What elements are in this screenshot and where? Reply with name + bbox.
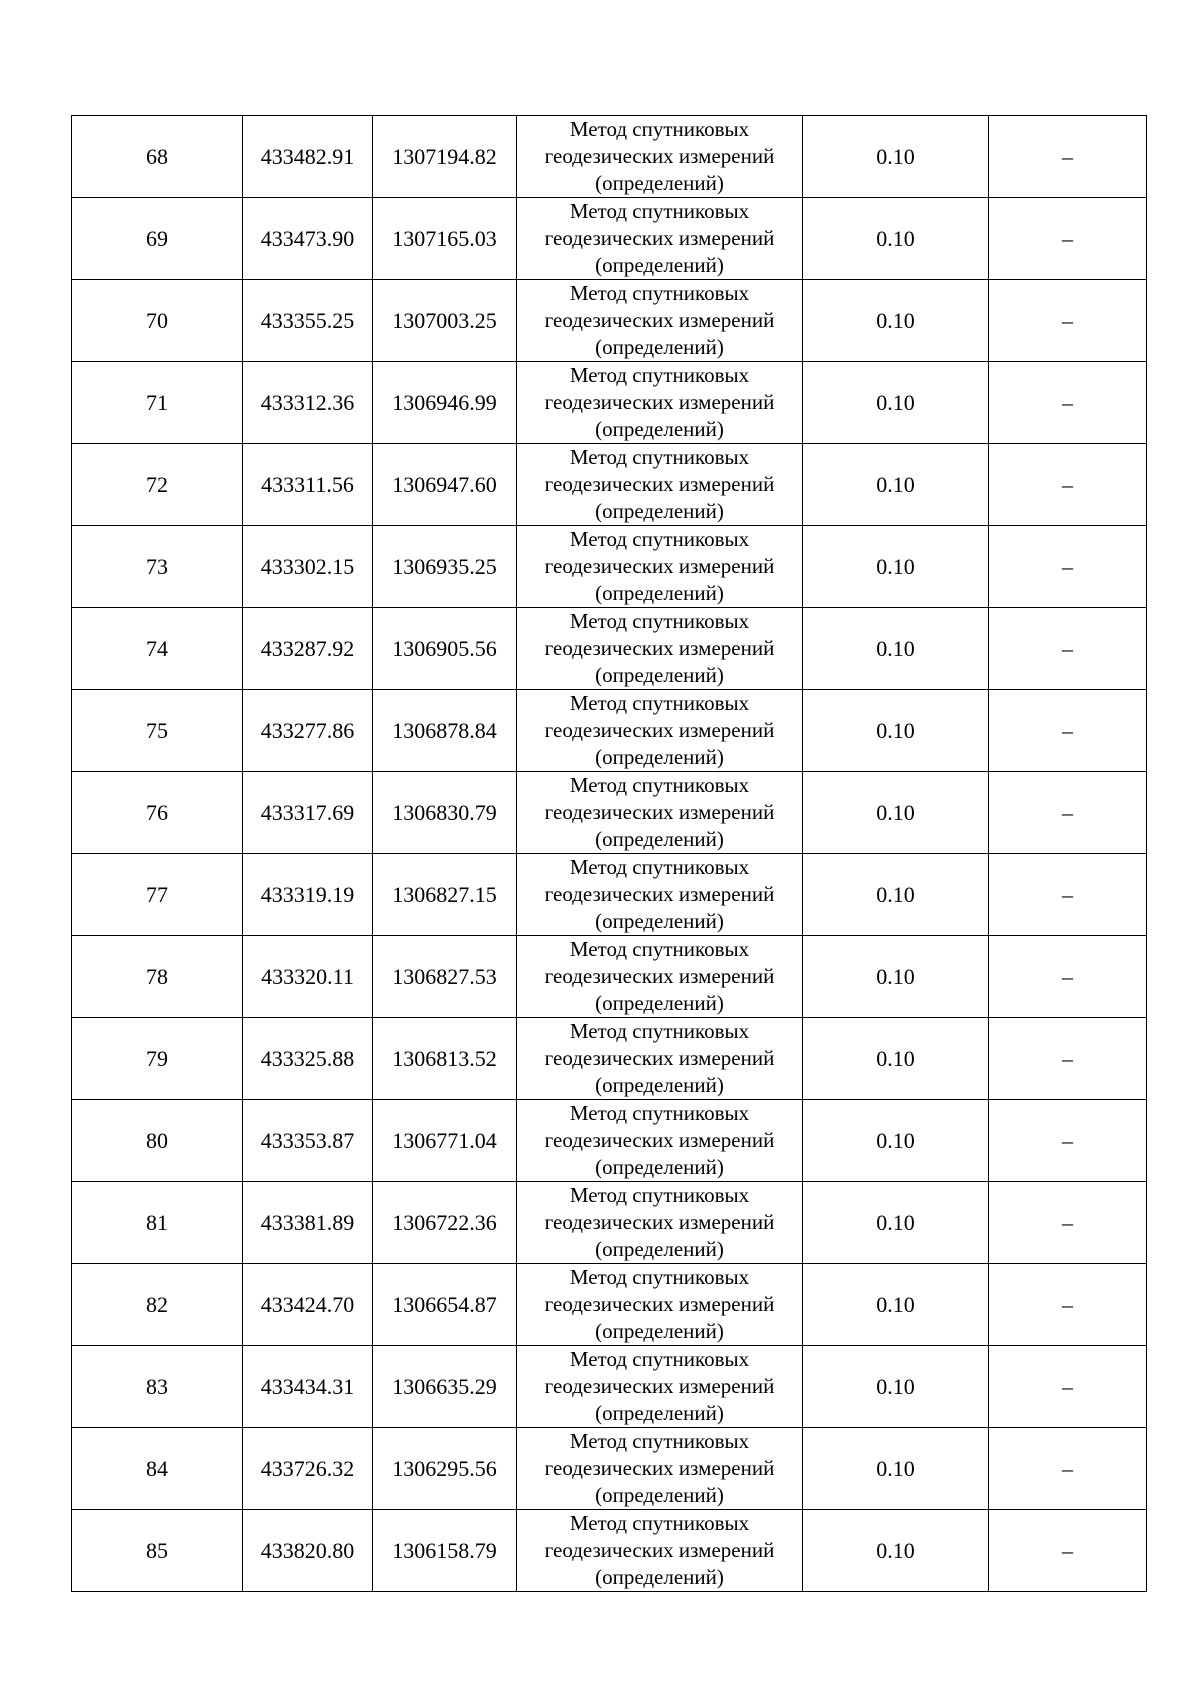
method-line: (определений) xyxy=(595,171,724,195)
accuracy-cell: 0.10 xyxy=(803,280,989,362)
accuracy-cell: 0.10 xyxy=(803,1182,989,1264)
method-cell xyxy=(517,936,803,1018)
method-line: (определений) xyxy=(595,253,724,277)
point-number-cell: 80 xyxy=(72,1100,243,1182)
method-line: Метод спутниковых xyxy=(569,117,750,141)
method-cell xyxy=(517,362,803,444)
method-line: Метод спутниковых xyxy=(569,1183,750,1207)
method-line: Метод спутниковых xyxy=(569,773,750,797)
accuracy-cell: 0.10 xyxy=(803,1018,989,1100)
table-row xyxy=(72,1346,1147,1428)
point-number-cell: 84 xyxy=(72,1428,243,1510)
note-cell: – xyxy=(989,1428,1147,1510)
table-row xyxy=(72,772,1147,854)
accuracy-cell: 0.10 xyxy=(803,854,989,936)
method-line: Метод спутниковых xyxy=(569,691,750,715)
method-line: (определений) xyxy=(595,745,724,769)
accuracy-cell: 0.10 xyxy=(803,1428,989,1510)
y-coordinate-cell: 1306827.15 xyxy=(373,854,517,936)
method-cell xyxy=(517,198,803,280)
y-coordinate-cell: 1307194.82 xyxy=(373,116,517,198)
point-number-cell: 74 xyxy=(72,608,243,690)
note-cell: – xyxy=(989,526,1147,608)
point-number-cell: 72 xyxy=(72,444,243,526)
method-line: (определений) xyxy=(595,1237,724,1261)
note-cell: – xyxy=(989,936,1147,1018)
y-coordinate-cell: 1306935.25 xyxy=(373,526,517,608)
method-line: геодезических измерений xyxy=(544,390,775,414)
method-cell xyxy=(517,1018,803,1100)
method-line: геодезических измерений xyxy=(544,1292,775,1316)
table-row xyxy=(72,362,1147,444)
method-line: геодезических измерений xyxy=(544,1046,775,1070)
note-cell: – xyxy=(989,772,1147,854)
table-row xyxy=(72,690,1147,772)
method-line: геодезических измерений xyxy=(544,1210,775,1234)
method-line: (определений) xyxy=(595,1401,724,1425)
method-line: Метод спутниковых xyxy=(569,199,750,223)
y-coordinate-cell: 1306905.56 xyxy=(373,608,517,690)
accuracy-cell: 0.10 xyxy=(803,1100,989,1182)
note-cell: – xyxy=(989,854,1147,936)
method-cell xyxy=(517,280,803,362)
method-line: геодезических измерений xyxy=(544,1538,775,1562)
x-coordinate-cell: 433319.19 xyxy=(243,854,373,936)
method-line: геодезических измерений xyxy=(544,800,775,824)
note-cell: – xyxy=(989,1018,1147,1100)
x-coordinate-cell: 433473.90 xyxy=(243,198,373,280)
x-coordinate-cell: 433434.31 xyxy=(243,1346,373,1428)
method-line: Метод спутниковых xyxy=(569,363,750,387)
note-cell: – xyxy=(989,690,1147,772)
point-number-cell: 70 xyxy=(72,280,243,362)
accuracy-cell: 0.10 xyxy=(803,198,989,280)
y-coordinate-cell: 1306722.36 xyxy=(373,1182,517,1264)
method-cell xyxy=(517,1428,803,1510)
method-line: геодезических измерений xyxy=(544,1128,775,1152)
method-cell xyxy=(517,1100,803,1182)
method-cell xyxy=(517,526,803,608)
table-row xyxy=(72,280,1147,362)
x-coordinate-cell: 433317.69 xyxy=(243,772,373,854)
method-line: (определений) xyxy=(595,499,724,523)
method-line: геодезических измерений xyxy=(544,718,775,742)
x-coordinate-cell: 433482.91 xyxy=(243,116,373,198)
point-number-cell: 81 xyxy=(72,1182,243,1264)
method-line: Метод спутниковых xyxy=(569,609,750,633)
accuracy-cell: 0.10 xyxy=(803,526,989,608)
method-cell xyxy=(517,1346,803,1428)
accuracy-cell: 0.10 xyxy=(803,1510,989,1592)
table-row xyxy=(72,1428,1147,1510)
method-line: (определений) xyxy=(595,1155,724,1179)
table-row xyxy=(72,608,1147,690)
y-coordinate-cell: 1307003.25 xyxy=(373,280,517,362)
point-number-cell: 83 xyxy=(72,1346,243,1428)
note-cell: – xyxy=(989,1510,1147,1592)
x-coordinate-cell: 433320.11 xyxy=(243,936,373,1018)
x-coordinate-cell: 433312.36 xyxy=(243,362,373,444)
point-number-cell: 76 xyxy=(72,772,243,854)
point-number-cell: 68 xyxy=(72,116,243,198)
accuracy-cell: 0.10 xyxy=(803,362,989,444)
method-line: геодезических измерений xyxy=(544,1456,775,1480)
point-number-cell: 85 xyxy=(72,1510,243,1592)
method-line: (определений) xyxy=(595,1565,724,1589)
point-number-cell: 73 xyxy=(72,526,243,608)
method-cell xyxy=(517,1264,803,1346)
method-line: геодезических измерений xyxy=(544,1374,775,1398)
y-coordinate-cell: 1306158.79 xyxy=(373,1510,517,1592)
method-line: (определений) xyxy=(595,827,724,851)
method-cell xyxy=(517,1182,803,1264)
y-coordinate-cell: 1306635.29 xyxy=(373,1346,517,1428)
table-row xyxy=(72,1018,1147,1100)
y-coordinate-cell: 1306947.60 xyxy=(373,444,517,526)
table-row xyxy=(72,1510,1147,1592)
note-cell: – xyxy=(989,198,1147,280)
note-cell: – xyxy=(989,116,1147,198)
method-line: (определений) xyxy=(595,1073,724,1097)
accuracy-cell: 0.10 xyxy=(803,608,989,690)
method-line: Метод спутниковых xyxy=(569,1347,750,1371)
method-line: геодезических измерений xyxy=(544,226,775,250)
y-coordinate-cell: 1306295.56 xyxy=(373,1428,517,1510)
y-coordinate-cell: 1306771.04 xyxy=(373,1100,517,1182)
x-coordinate-cell: 433381.89 xyxy=(243,1182,373,1264)
method-line: геодезических измерений xyxy=(544,308,775,332)
accuracy-cell: 0.10 xyxy=(803,444,989,526)
note-cell: – xyxy=(989,608,1147,690)
method-line: Метод спутниковых xyxy=(569,1511,750,1535)
table-row xyxy=(72,444,1147,526)
method-line: (определений) xyxy=(595,1319,724,1343)
method-cell xyxy=(517,772,803,854)
method-line: Метод спутниковых xyxy=(569,1429,750,1453)
method-line: геодезических измерений xyxy=(544,964,775,988)
method-line: Метод спутниковых xyxy=(569,937,750,961)
point-number-cell: 79 xyxy=(72,1018,243,1100)
coordinates-table xyxy=(71,115,1147,1592)
x-coordinate-cell: 433353.87 xyxy=(243,1100,373,1182)
method-cell xyxy=(517,1510,803,1592)
table-body xyxy=(72,116,1147,1592)
method-line: геодезических измерений xyxy=(544,144,775,168)
x-coordinate-cell: 433325.88 xyxy=(243,1018,373,1100)
accuracy-cell: 0.10 xyxy=(803,116,989,198)
note-cell: – xyxy=(989,1182,1147,1264)
method-line: геодезических измерений xyxy=(544,636,775,660)
table-row xyxy=(72,854,1147,936)
x-coordinate-cell: 433311.56 xyxy=(243,444,373,526)
point-number-cell: 82 xyxy=(72,1264,243,1346)
table-row xyxy=(72,936,1147,1018)
accuracy-cell: 0.10 xyxy=(803,772,989,854)
method-line: (определений) xyxy=(595,581,724,605)
method-line: (определений) xyxy=(595,1483,724,1507)
method-line: геодезических измерений xyxy=(544,554,775,578)
method-line: (определений) xyxy=(595,991,724,1015)
accuracy-cell: 0.10 xyxy=(803,1264,989,1346)
point-number-cell: 77 xyxy=(72,854,243,936)
note-cell: – xyxy=(989,280,1147,362)
accuracy-cell: 0.10 xyxy=(803,690,989,772)
x-coordinate-cell: 433277.86 xyxy=(243,690,373,772)
point-number-cell: 75 xyxy=(72,690,243,772)
point-number-cell: 71 xyxy=(72,362,243,444)
method-line: Метод спутниковых xyxy=(569,855,750,879)
note-cell: – xyxy=(989,1100,1147,1182)
note-cell: – xyxy=(989,1264,1147,1346)
method-cell xyxy=(517,608,803,690)
y-coordinate-cell: 1307165.03 xyxy=(373,198,517,280)
table-row xyxy=(72,198,1147,280)
method-line: Метод спутниковых xyxy=(569,1265,750,1289)
x-coordinate-cell: 433287.92 xyxy=(243,608,373,690)
y-coordinate-cell: 1306946.99 xyxy=(373,362,517,444)
method-cell xyxy=(517,690,803,772)
accuracy-cell: 0.10 xyxy=(803,936,989,1018)
x-coordinate-cell: 433355.25 xyxy=(243,280,373,362)
note-cell: – xyxy=(989,362,1147,444)
y-coordinate-cell: 1306813.52 xyxy=(373,1018,517,1100)
table-row xyxy=(72,1182,1147,1264)
method-line: (определений) xyxy=(595,335,724,359)
method-line: (определений) xyxy=(595,663,724,687)
note-cell: – xyxy=(989,1346,1147,1428)
method-line: Метод спутниковых xyxy=(569,1019,750,1043)
table-row xyxy=(72,1100,1147,1182)
table-row xyxy=(72,116,1147,198)
table-row xyxy=(72,1264,1147,1346)
x-coordinate-cell: 433726.32 xyxy=(243,1428,373,1510)
method-line: геодезических измерений xyxy=(544,472,775,496)
x-coordinate-cell: 433424.70 xyxy=(243,1264,373,1346)
y-coordinate-cell: 1306878.84 xyxy=(373,690,517,772)
point-number-cell: 69 xyxy=(72,198,243,280)
method-cell xyxy=(517,116,803,198)
table-row xyxy=(72,526,1147,608)
method-line: Метод спутниковых xyxy=(569,281,750,305)
y-coordinate-cell: 1306830.79 xyxy=(373,772,517,854)
note-cell: – xyxy=(989,444,1147,526)
method-cell xyxy=(517,854,803,936)
method-line: геодезических измерений xyxy=(544,882,775,906)
method-line: Метод спутниковых xyxy=(569,1101,750,1125)
y-coordinate-cell: 1306827.53 xyxy=(373,936,517,1018)
method-line: (определений) xyxy=(595,417,724,441)
method-cell xyxy=(517,444,803,526)
y-coordinate-cell: 1306654.87 xyxy=(373,1264,517,1346)
x-coordinate-cell: 433302.15 xyxy=(243,526,373,608)
accuracy-cell: 0.10 xyxy=(803,1346,989,1428)
method-line: (определений) xyxy=(595,909,724,933)
x-coordinate-cell: 433820.80 xyxy=(243,1510,373,1592)
method-line: Метод спутниковых xyxy=(569,445,750,469)
method-line: Метод спутниковых xyxy=(569,527,750,551)
point-number-cell: 78 xyxy=(72,936,243,1018)
